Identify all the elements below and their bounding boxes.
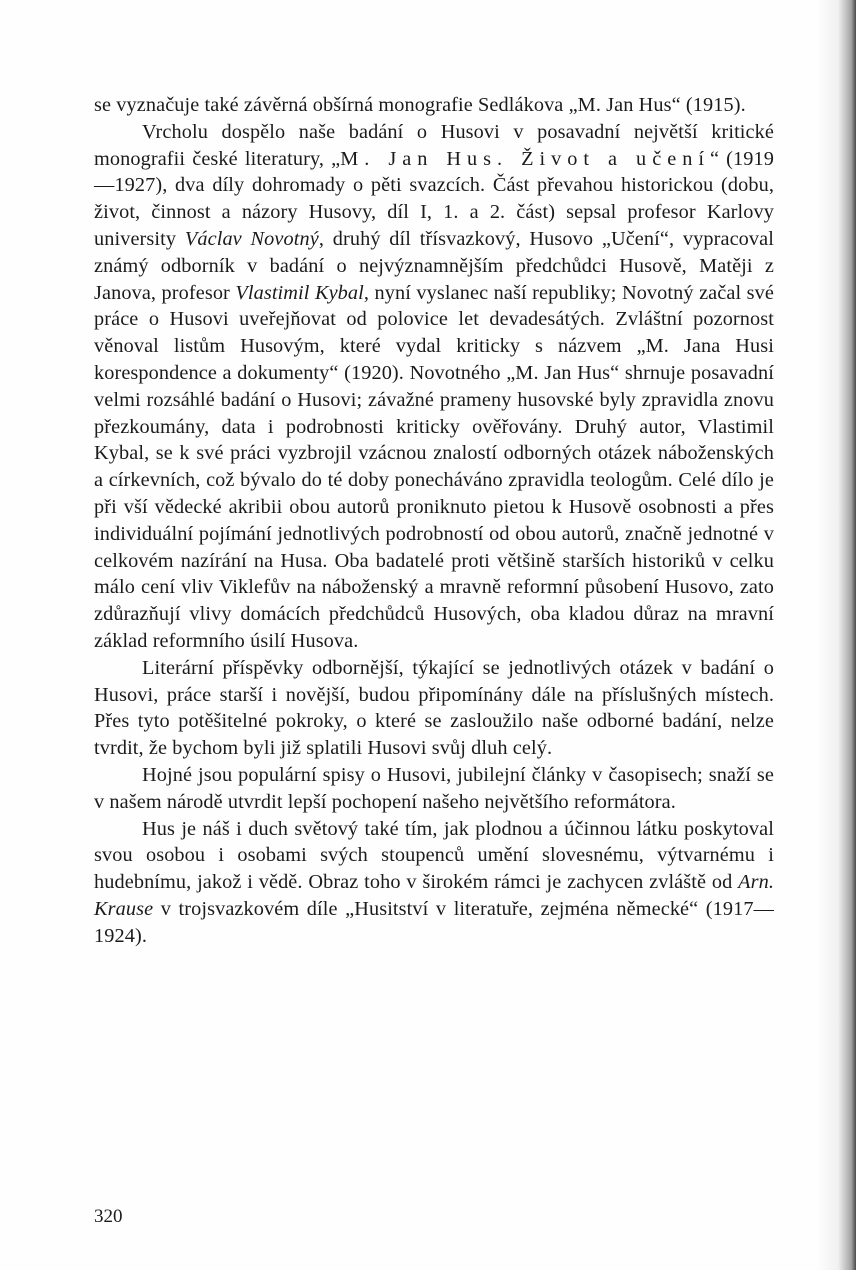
body-text [94,92,774,950]
paragraph-2-part-d: , nyní vyslanec naší republiky; Novotný začal své práce o Husovi uveřejňovat od polovice let devadesátých. Zvláštní pozornost věnoval listům Husovým, které vydal kriticky s názvem „M. Jana Husi korespondence a dokumenty“ (1920). Novotného „M. Jan Hus“ shrnuje posavadní velmi rozsáhlé badání o Husovi; závažné prameny husovské byly zpravidla znovu přezkoumány, data i podrobnosti kriticky ověřovány. Druhý autor, Vlastimil Kybal, se k své práci vyzbrojil vzácnou znalostí odborných otázek náboženských a církevních, což bývalo do té doby ponecháváno zpravidla teologům. Celé dílo je při vší vědecké akribii obou autorů proniknuto pietou k Husově osobnosti a přes individuální pojímání jednotlivých podrobností od obou autorů, značně jednotné v celkovém nazírání na Husa. Oba badatelé proti většině starších historiků v celku málo cení vliv Viklefův na náboženský a mravně reformní působení Husovo, zato zdůrazňují vlivy domácích předchůdců Husových, oba kladou důraz na mravní základ reformního úsilí Husova. [94,281,774,652]
spaced-title: M. Jan Hus. Život a učení [340,147,710,170]
paragraph-3-text: Literární příspěvky odbornější, týkající se jednotlivých otázek v badání o Husovi, práce starší i novější, budou připomínány dále na příslušných místech. Přes tyto potěšitelné pokroky, o které se zasloužilo naše odborné badání, nelze tvrdit, že bychom byli již splatili Husovi svůj dluh celý. [94,656,774,760]
binding-shadow [816,0,856,1270]
paragraph-2-part-a: Vrcholu dospělo naše badání o Husovi v posavadní největší kritické monografii české literatury, „ [94,120,774,170]
author-name-krause: Arn. Krause [94,871,774,920]
paragraph-4 [94,762,774,816]
author-name-kybal: Vlastimil Kybal [235,281,364,304]
paragraph-5-part-a: Hus je náš i duch světový také tím, jak plodnou a účinnou látku poskytoval svou osobou i osobami svých stoupenců umění slovesnému, výtvarnému i hudebnímu, jakož i vědě. Obraz toho v širokém rámci je zachycen zvláště od [94,817,774,894]
author-name-novotny: Václav Novotný [184,227,319,250]
paragraph-1-text: se vyznačuje také závěrná obšírná monografie Sedlákova „M. Jan Hus“ (1915). [94,94,746,116]
paragraph-4-text: Hojné jsou populární spisy o Husovi, jubilejní články v časopisech; snaží se v našem národě utvrdit lepší pochopení našeho největšího reformátora. [94,763,774,813]
paragraph-3 [94,655,774,762]
paragraph-5 [94,816,774,950]
paragraph-continued [94,92,774,119]
paragraph-2 [94,119,774,655]
page-number: 320 [94,1206,123,1227]
paragraph-2-part-b: “ (1919—1927), dva díly dohromady o pěti svazcích. Část převahou historickou (dobu, život, činnost a názory Husovy, díl I, 1. a 2. část) sepsal profesor Karlovy university [94,147,774,250]
paragraph-2-part-c: , druhý díl třísvazkový, Husovo „Učení“, vypracoval známý odborník v badání o nejvýznamnějším předchůdci Husově, Matěji z Janova, profesor [94,227,774,304]
paragraph-5-part-b: v trojsvazkovém díle „Husitství v literatuře, zejména německé“ (1917—1924). [94,897,774,947]
